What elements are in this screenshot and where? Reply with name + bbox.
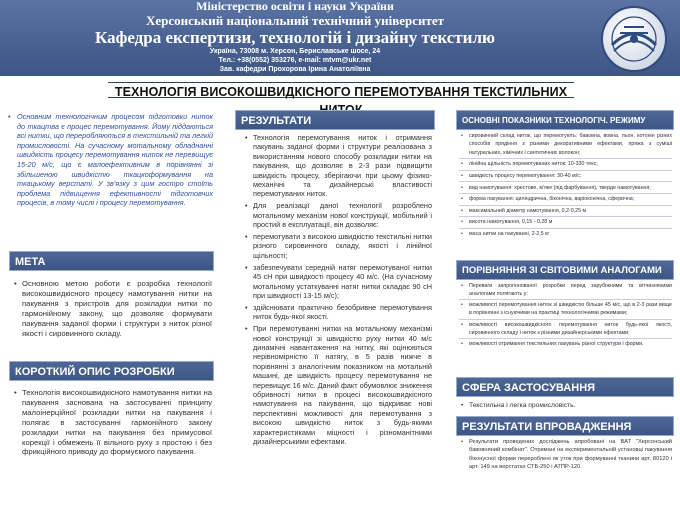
results-body [243, 133, 432, 449]
feature-item: • швидкість процесу перемотування: 30-40 м/с; [459, 172, 672, 182]
feature-item: • висота намотування, 0,15 - 0,28 м [459, 218, 672, 228]
comparison-body [459, 282, 672, 349]
results-heading: РЕЗУЛЬТАТИ [235, 110, 435, 130]
poster-title-text: ТЕХНОЛОГІЯ ВИСОКОШВИДКІСНОГО ПЕРЕМОТУВАННЯ ТЕКСТИЛЬНИХ [114, 85, 568, 99]
application-item: • Текстильна і легка промисловість. [459, 401, 672, 410]
feature-item: • вид намотування: хрестове, м'яке (під фарбування), тверде намотування; [459, 184, 672, 194]
feature-item: • лінійна щільність перемотуваних ниток: 10-330 текс; [459, 160, 672, 170]
meta-section [9, 251, 214, 271]
opys-text: • Технологія високошвидкісного намотування нитки на пакування заснована на застосуванні принципу малоінерційної розкладки нитки на пакування і полягає в застосуванні гармонійного закону розкладки нитки на пакування без примусової корекції і обмежень її вільного руху з простою і без фрикційного приводу до формуємого пакування. [12, 388, 212, 457]
feature-item: • маса нитки на пакуванні, 2-2,5 кг [459, 230, 672, 238]
address-line: Україна, 73008 м. Херсон, Бериславське шосе, 24 [209, 48, 381, 55]
implementation-section [456, 416, 674, 436]
meta-text: • Основною метою роботи є розробка технології високошвидкісного процесу намотування нитки на пакування з пристроїв для розкладки нитки по гармонійному закону, що дозволяє формувати пакування заданої форми і структури з ниток різної якості і сировинного складу. [12, 279, 212, 338]
results-item: • При перемотуванні нитки на мотальному механізмі нової конструкції зі швидкістю руху нитки 40 м/с динамічні навантаження на нитку, які оцінюються нерівномірністю її натягу, в 5 разів нижче в порівнянні з аналогічним показником на мотальній машині, де швидкість процесу перемотування не перевищує 16 м/с. Даний факт обумовлює зниження обривності нитки в процесі високошвидкісного намотування на пакування, що відкриває нові перспективні можливості для перемотування з високою швидкістю ниток з будь-якими характеристиками міцності і різноманітними дизайнерськими ефектами. [243, 324, 432, 446]
opys-body [12, 388, 212, 457]
feature-item: • форма пакування: циліндрична, біконічна, варіоконічна, сферична; [459, 195, 672, 205]
implementation-body [459, 438, 672, 472]
features-body [459, 132, 672, 240]
application-heading: СФЕРА ЗАСТОСУВАННЯ [456, 377, 674, 397]
intro-bullet-icon: • [8, 112, 11, 121]
implementation-item: • Результати проведених досліджень апробовані на ВАТ "Херсонський бавовняний комбінат". Отримані на експериментальній установці пакування біконусної форми перероблені як уток при формуванні тканини арт. 80120 і арт. 149 на верстатах СТБ-250 і АТПР-120. [459, 438, 672, 471]
comparison-heading: ПОРІВНЯННЯ ЗІ СВІТОВИМИ АНАЛОГАМИ [456, 260, 674, 280]
opys-heading: КОРОТКИЙ ОПИС РОЗРОБКИ [9, 361, 214, 381]
application-body [459, 401, 672, 411]
comparison-item: • можливості високошвидкісного перемотування ниток будь-якої якості, сировинного складу і ниток з різними дизайнерськими ефектами; [459, 321, 672, 339]
contacts-line: Тел.: +38(0552) 353276, e-mail: mtvm@ukr.net [218, 57, 372, 64]
intro-text: Основним технологічним процесом підготовки ниток до ткацтва є процес перемотування. Йому піддаються всі нитки, що переробляються в текстильній та легкій промисловості. На сучасному мотальному обладнанні швидкість процесу перемотування ниток не перевищує 15-20 м/с, що є малоефективним в порівнянні зі збільшеною швидкістю ткацкоформування на ткацькому верстаті. У зв'язку з цим гостро стоїть проблема підвищення ефективності підготовчих процесів, в тому числі і процесу перемотування. [17, 112, 213, 208]
results-item: • Технологія перемотування ниток і отримання пакувань заданої форми і структури реалізована з використанням нового способу розкладки нитки на пакування, що дозволяє в 2-3 рази підвищити швидкість процесу, зберігаючи при цьому фізико-механічні та дизайнерські властивості перемотуваних ниток. [243, 133, 432, 199]
comparison-section [456, 260, 674, 280]
meta-body [12, 279, 212, 338]
opys-section [9, 361, 214, 381]
university-logo-icon [600, 5, 668, 73]
features-heading: ОСНОВНІ ПОКАЗНИКИ ТЕХНОЛОГІЧ. РЕЖИМУ [456, 110, 674, 130]
meta-heading: МЕТА [9, 251, 214, 271]
results-section [235, 110, 435, 130]
comparison-item: • можливості перемотування ниток зі швидкістю більше 45 м/с, що в 2-3 рази вище в порівнянні з існуючими на практиці технологічними режимами; [459, 301, 672, 319]
intro-block [8, 112, 213, 208]
poster-title [108, 82, 574, 98]
university-name: Херсонський національний технічний університет [145, 13, 445, 28]
comparison-item: • можливості отримання текстильних пакувань різної структури і форми. [459, 340, 672, 348]
header-banner [0, 0, 680, 76]
results-item: • забезпечувати середній натяг перемотуваної нитки 45 сН при швидкості процесу 40 м/с. (На сучасному мотальному устаткуванні натяг нитки складає 90 сН при швидкості 13-15 м/с); [243, 263, 432, 301]
results-item: • Для реалізації даної технології розроблено мотальному механізм нової конструкції, мобільний і простий в експлуатації, він дозволяє: [243, 201, 432, 229]
application-section [456, 377, 674, 397]
department-name: Кафедра експертизи, технологій і дизайну текстилю [95, 28, 495, 47]
ministry-name: Міністерство освіти і науки України [196, 0, 394, 13]
features-section [456, 110, 674, 130]
results-item: • здійснювати практично безобривне перемотування ниток будь-якої якості. [243, 303, 432, 322]
implementation-heading: РЕЗУЛЬТАТИ ВПРОВАДЖЕННЯ [456, 416, 674, 436]
feature-item: • сировинний склад ниток, що перемотують: бавовна, вовна, льон, котонін різних способів прядіння з різними декоративними ефектами, пряжа з суміші натуральних, хімічних і синтетичних волокон; [459, 132, 672, 159]
results-item: • перемотувати з високою швидкістю текстильні нитки різного сировинного складу, якості і лінійної щільності; [243, 232, 432, 260]
department-head-line: Зав. кафедри Прохорова Ірина Анатоліївна [219, 66, 371, 73]
comparison-item: • Переваги запропонованої розробки перед зарубіжними та вітчизняними аналогами полягають у: [459, 282, 672, 300]
feature-item: • максимальний діаметр намотування, 0,2-0,25 м [459, 207, 672, 217]
